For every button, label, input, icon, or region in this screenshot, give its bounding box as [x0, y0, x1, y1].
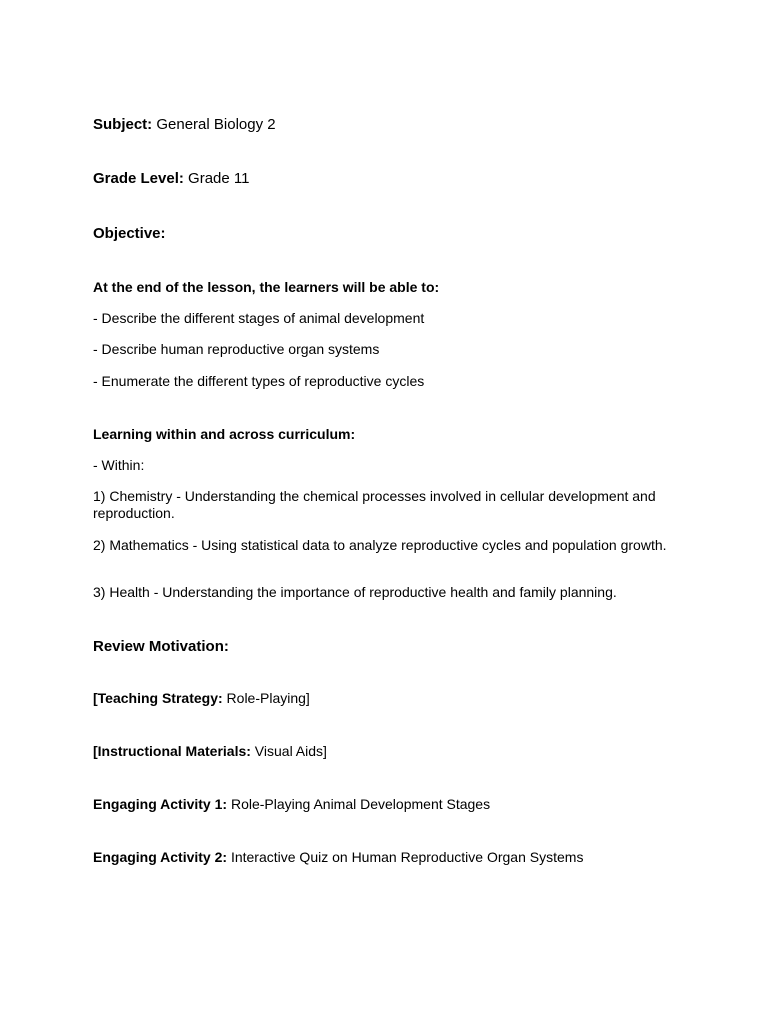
- learning-item: 3) Health - Understanding the importance of reproductive health and family planning.: [93, 584, 617, 600]
- subject-value: General Biology 2: [156, 116, 276, 133]
- subject-line: [93, 116, 693, 134]
- learning-item: 2) Mathematics - Using statistical data to analyze reproductive cycles and population growth.: [93, 537, 667, 553]
- engaging-activity-1-label: Engaging Activity 1:: [93, 796, 228, 812]
- instructional-materials-value: Visual Aids]: [250, 743, 327, 759]
- teaching-strategy-line: [93, 690, 693, 707]
- objective-heading: [93, 225, 693, 243]
- engaging-activity-1-value: Role-Playing Animal Development Stages: [227, 796, 491, 812]
- review-heading-text: Review Motivation:: [93, 638, 229, 655]
- engaging-activity-1-line: [93, 796, 693, 813]
- teaching-strategy-label: [Teaching Strategy:: [93, 690, 223, 706]
- objective-intro: [93, 279, 693, 296]
- grade-level-line: [93, 170, 693, 188]
- engaging-activity-2-label: Engaging Activity 2:: [93, 849, 228, 865]
- learning-heading-text: Learning within and across curriculum:: [93, 426, 356, 442]
- grade-level-label: Grade Level:: [93, 170, 184, 187]
- teaching-strategy-value: Role-Playing]: [222, 690, 310, 706]
- instructional-materials-label: [Instructional Materials:: [93, 743, 251, 759]
- subject-label: Subject:: [93, 116, 153, 133]
- review-heading: [93, 638, 693, 656]
- objective-intro-text: At the end of the lesson, the learners will be able to:: [93, 279, 440, 295]
- instructional-materials-line: [93, 743, 693, 760]
- engaging-activity-2-value: Interactive Quiz on Human Reproductive Organ Systems: [227, 849, 584, 865]
- grade-level-value: Grade 11: [188, 170, 250, 187]
- objective-item: - Describe the different stages of animal development: [93, 310, 425, 326]
- engaging-activity-2-line: [93, 849, 693, 866]
- objective-heading-text: Objective:: [93, 225, 166, 242]
- learning-heading: [93, 426, 693, 443]
- learning-item: 1) Chemistry - Understanding the chemical processes involved in cellular development and reproduction.: [93, 488, 656, 521]
- objective-item: - Describe human reproductive organ systems: [93, 341, 380, 357]
- objective-item: - Enumerate the different types of reproductive cycles: [93, 373, 425, 389]
- learning-within: - Within:: [93, 457, 145, 473]
